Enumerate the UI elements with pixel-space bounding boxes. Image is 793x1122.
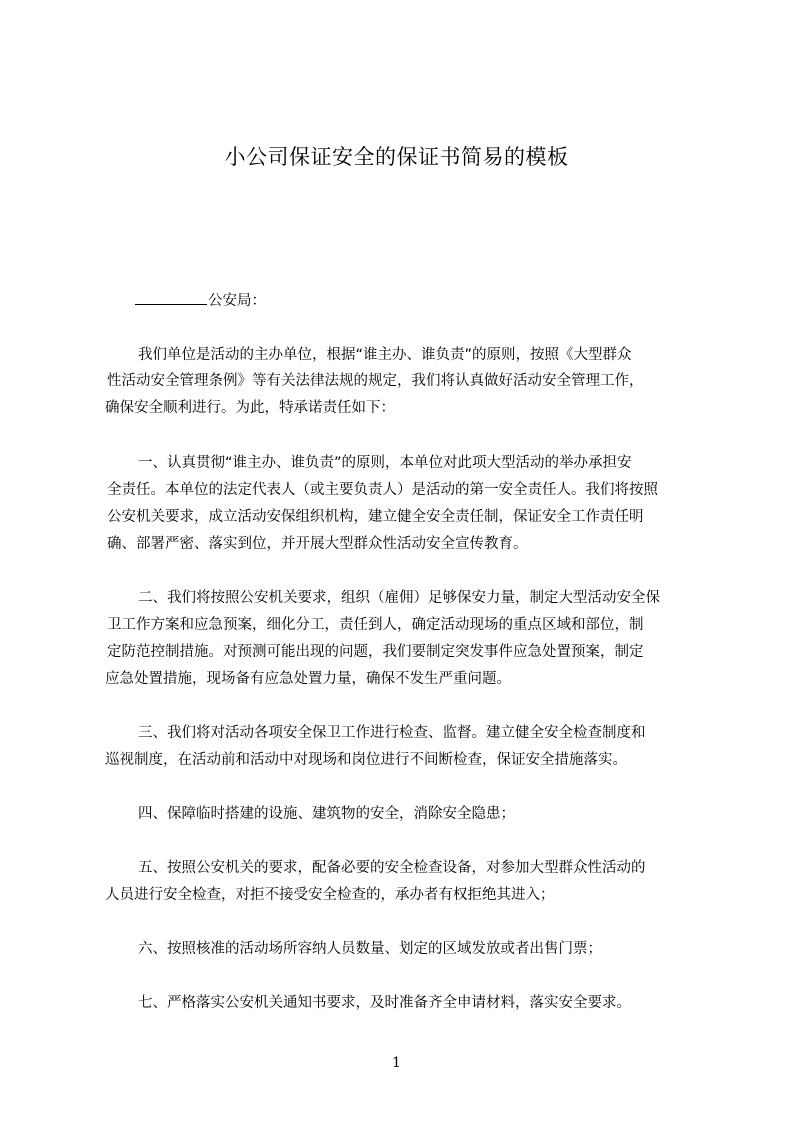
- paragraph-line: 七、严格落实公安机关通知书要求，及时准备齐全申请材料，落实安全要求。: [138, 995, 631, 1011]
- paragraph-line: 应急处置措施，现场备有应急处置力量，确保不发生严重问题。: [105, 671, 511, 687]
- paragraph-line: 二、我们将按照公安机关要求，组织（雇佣）足够保安力量，制定大型活动安全保: [138, 590, 660, 606]
- paragraph-line: 五、按照公安机关的要求，配备必要的安全检查设备，对参加大型群众性活动的: [138, 860, 646, 876]
- paragraph-line: 确、部署严密、落实到位，并开展大型群众性活动安全宣传教育。: [107, 536, 528, 552]
- paragraph-line: 六、按照核准的活动场所容纳人员数量、划定的区域发放或者出售门票；: [138, 941, 602, 957]
- salutation-text: 公安局：: [208, 293, 266, 309]
- paragraph-line: 定防范控制措施。对预测可能出现的问题，我们要制定突发事件应急处置预案，制定: [107, 644, 644, 660]
- document-title: 小公司保证安全的保证书简易的模板: [224, 145, 569, 169]
- paragraph-line: 我们单位是活动的主办单位，根据“谁主办、谁负责”的原则，按照《大型群众: [138, 347, 632, 363]
- paragraph-line: 人员进行安全检查，对拒不接受安全检查的，承办者有权拒绝其进入；: [105, 887, 555, 903]
- paragraph-line: 确保安全顺利进行。为此，特承诺责任如下：: [105, 400, 395, 416]
- salutation: [135, 287, 266, 313]
- paragraph-line: 公安机关要求，成立活动安保组织机构，建立健全安全责任制，保证安全工作责任明: [107, 509, 644, 525]
- paragraph-line: 卫工作方案和应急预案，细化分工，责任到人，确定活动现场的重点区域和部位，制: [107, 617, 644, 633]
- paragraph-line: 性活动安全管理条例》等有关法律法规的规定，我们将认真做好活动安全管理工作，: [107, 373, 644, 389]
- paragraph-line: 全责任。本单位的法定代表人（或主要负责人）是活动的第一安全责任人。我们将按照: [107, 482, 658, 498]
- paragraph-line: 四、保障临时搭建的设施、建筑物的安全，消除安全隐患；: [138, 806, 515, 822]
- paragraph-line: 巡视制度，在活动前和活动中对现场和岗位进行不间断检查，保证安全措施落实。: [105, 752, 627, 768]
- paragraph-line: 三、我们将对活动各项安全保卫工作进行检查、监督。建立健全安全检查制度和: [138, 725, 646, 741]
- page-number: 1: [392, 1055, 401, 1071]
- salutation-blank: [135, 287, 207, 305]
- paragraph-line: 一、认真贯彻“谁主办、谁负责”的原则，本单位对此项大型活动的举办承担安: [138, 455, 632, 471]
